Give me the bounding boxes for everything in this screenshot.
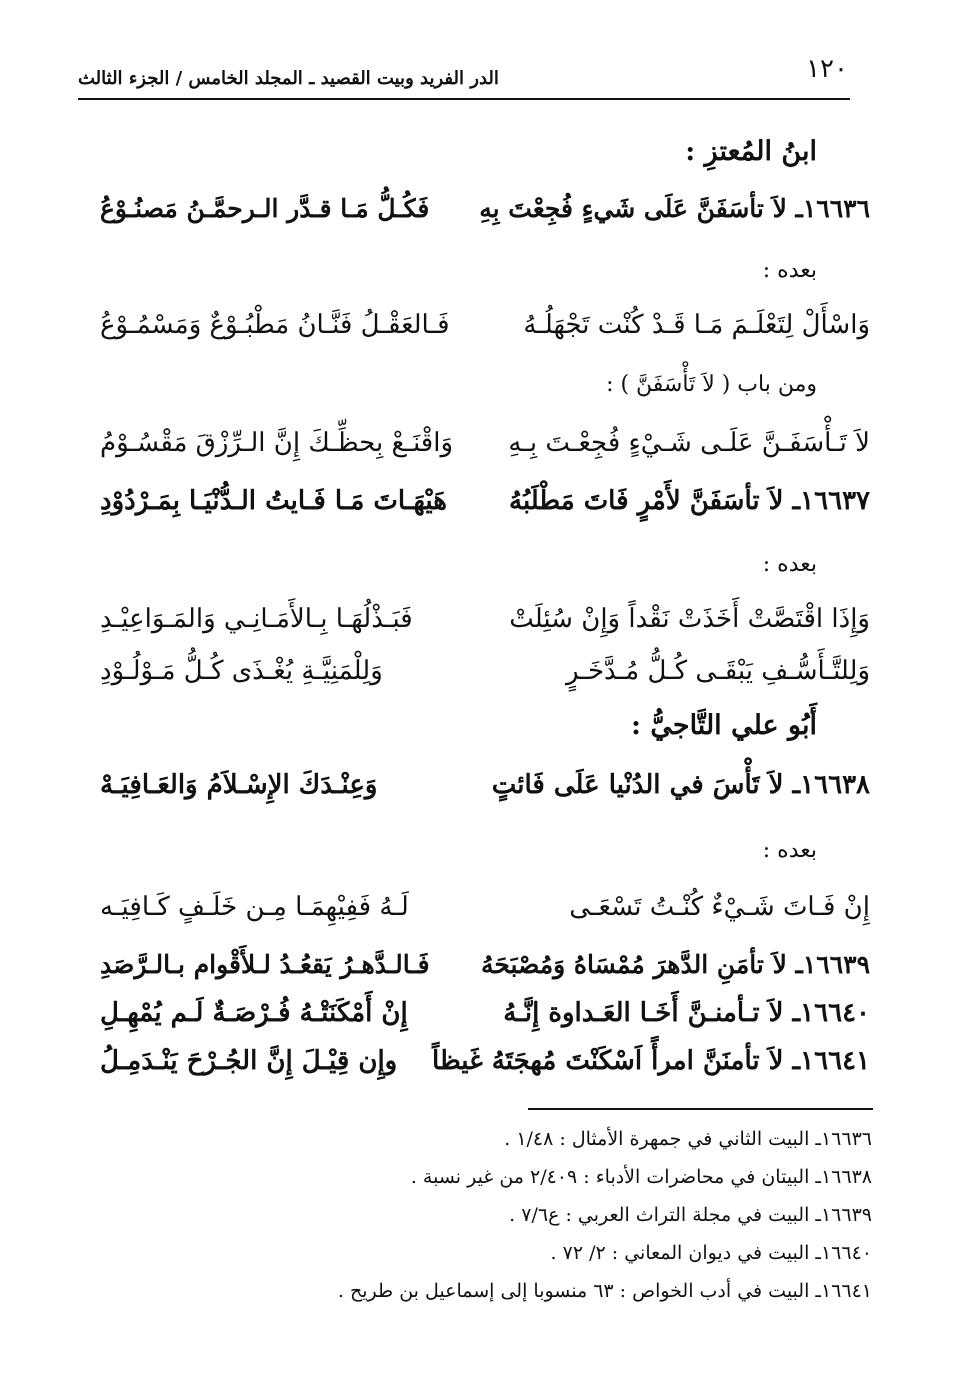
footnote: ١٦٦٣٦ـ البيت الثاني في جمهرة الأمثال : ١/٤٨ . [504,1128,872,1150]
verse-first-hemistich: ١٦٦٣٩ـ لاَ تأمَنِ الدَّهرَ مُمْسَاهُ وَمُصْبَحَهُ [481,950,870,979]
verse-first-hemistich: ١٦٦٣٨ـ لاَ تَأْسَ في الدُنْيا عَلَى فَائتٍ [491,770,870,800]
verse-second-hemistich: فَبَـذْلُهَـا بِـالأَمَـانِـي وَالمَـوَاعِيْـدِ [100,604,413,634]
verse-16639 [100,950,870,996]
page-number: ١٢٠ [806,54,848,84]
verse-first-hemistich: ١٦٦٣٧ـ لاَ تأسَفَنَّ لأَمْرٍ فَاتَ مَطْلَبُهُ [509,486,870,516]
verse-second-hemistich: فَـالعَقْـلُ فَنَّـانُ مَطْبُـوْعٌ وَمَسْمُـوْعُ [100,310,450,340]
page-header [78,52,848,96]
verse-second-hemistich: وَعِنْـدَكَ الإِسْـلاَمُ وَالعَـافِيَـهْ [100,770,378,800]
verse-16638 [100,770,870,816]
verse-second-hemistich: هَيْهَـاتَ مَـا فَـايتُ الـدُّنْيَـا بِمَـرْدُوْدِ [100,486,447,516]
verse-first-hemistich: ١٦٦٤١ـ لاَ تأمنَنَّ امرأً اَسْكَنْتَ مُهجَتَهُ غَيظاً [432,1046,870,1076]
verse-first-hemistich: وَاسْأَلْ لِتَعْلَـمَ مَـا قَـدْ كُنْت تَجْهَلُـهُ [523,310,870,340]
verse-second-hemistich: فَكُـلُّ مَـا قـدَّر الـرحمَّـنُ مَصنُـوْعُ [100,194,430,223]
verse-second-hemistich: إِنْ أَمْكَنَتْـهُ فُـرْصَـةٌ لَـم يُمْهِـلِ [100,998,408,1028]
verse-second-hemistich: وَاقْنَـعْ بِحظِّـكَ إِنَّ الـرِّزْقَ مَقْسُـوْمُ [100,428,454,458]
header-rule [78,98,850,100]
footnote: ١٦٦٣٨ـ البيتان في محاضرات الأدباء : ٢/٤٠٩ من غير نسبة . [410,1166,872,1188]
verse-second-hemistich: وإِن قِيْـلَ إِنَّ الجُـرْحَ يَنْـدَمِـلُ [100,1046,398,1076]
section-label: بعده : [762,838,817,863]
verse-first-hemistich: إِنْ فَـاتَ شَـيْءٌ كُنْـتُ تَسْعَـى [569,892,870,922]
verse-bab [100,428,870,474]
verse-first-hemistich: ١٦٦٣٦ـ لاَ تأسَفَنَّ عَلَى شَيءٍ فُجِعْتَ بِهِ [479,194,870,223]
verse-after-16637-1 [100,604,870,650]
footnote: ١٦٦٤٠ـ البيت في ديوان المعاني : ٢/ ٧٢ . [550,1242,872,1264]
verse-after-16636 [100,310,870,356]
verse-16636 [100,194,870,240]
running-title: الدر الفريد وبيت القصيد ـ المجلد الخامس / الجزء الثالث [78,68,499,89]
verse-second-hemistich: لَـهُ فَفِيْهِمَـا مِـن خَلَـفٍ كَـافِيَـه [100,892,409,922]
verse-second-hemistich: فَـالـدَّهـرُ يَقعُـدُ لـلأَقْوام بـالـرَّصَدِ [100,950,430,979]
poet-name: ابنُ المُعتزِ : [685,136,817,167]
footnote-rule [528,1108,873,1110]
verse-first-hemistich: وَلِلتَّـأَسُّـفِ يَبْقَـى كُـلُّ مُـدَّخَـرٍ [565,656,870,686]
verse-16641 [100,1046,870,1092]
footnote: ١٦٦٣٩ـ البيت في مجلة التراث العربي : ع٧/٦ . [509,1204,872,1226]
verse-after-16637-2 [100,656,870,702]
poet-name: أَبُو علي التَّاجيُّ : [631,710,817,741]
verse-second-hemistich: وَلِلْمَنِيَّـةِ يُغْـذَى كُـلُّ مَـوْلُـوْدِ [100,656,383,686]
verse-after-16638 [100,892,870,938]
footnote: ١٦٦٤١ـ البيت في أدب الخواص : ٦٣ منسوبا إلى إسماعيل بن طريح . [337,1280,872,1302]
section-label: بعده : [762,552,817,577]
section-label: ومن باب ( لاَ تَأْسَفَنَّ ) : [606,372,817,397]
section-label: بعده : [762,258,817,283]
verse-16640 [100,998,870,1044]
verse-16637 [100,486,870,532]
verse-first-hemistich: ١٦٦٤٠ـ لاَ تـأمنـنَّ أَخَـا العَـداوة إِنَّـهُ [503,998,870,1028]
verse-first-hemistich: وَإِذَا اقْتَصَّتْ أَخَذَتْ نَقْداً وَإِنْ سُئِلَتْ [509,604,870,634]
verse-first-hemistich: لاَ تَـأْسَفَـنَّ عَلَـى شَـيْءٍ فُجِعْـتَ بِـهِ [508,428,870,458]
